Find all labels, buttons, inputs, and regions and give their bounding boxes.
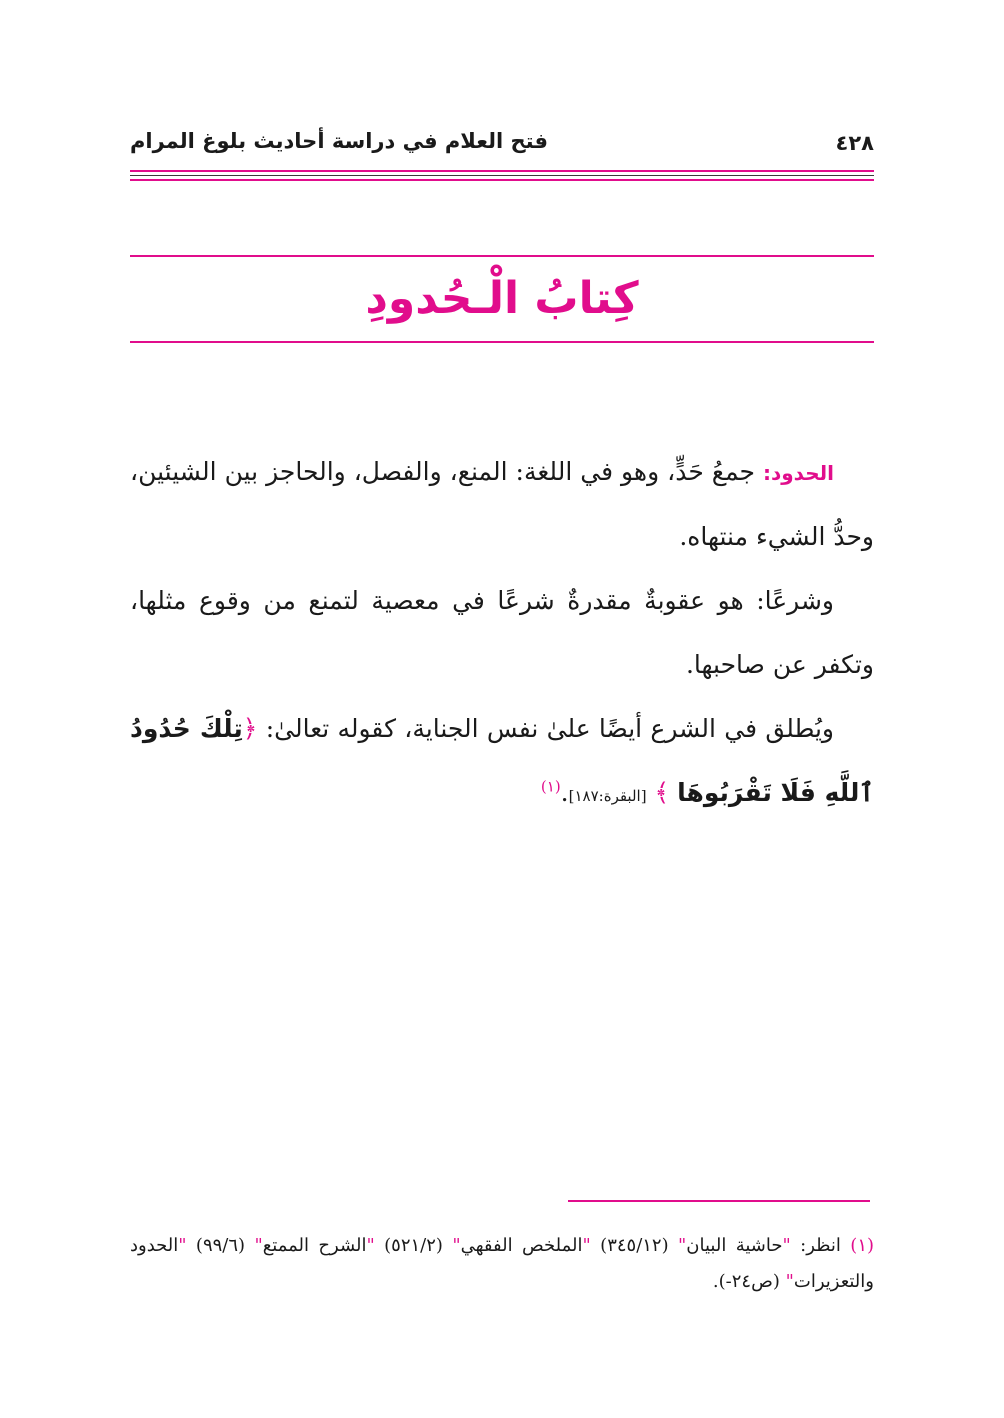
footnote-lead: انظر: [800,1235,841,1256]
footnotes [130,1228,874,1300]
chapter-title-band [130,255,874,345]
footnote-location: (٥٢١/٢) [384,1235,443,1256]
paragraph-shari-meaning-text: وشرعًا: هو عقوبةٌ مقدرةٌ شرعًا في معصية لتمنع من وقوع مثلها، وتكفر عن صاحبها. [130,586,874,679]
chapter-title: كِتابُ الْـحُدودِ [365,273,639,324]
paragraph-definition-text: جمعُ حَدٍّ، وهو في اللغة: المنع، والفصل، والحاجز بين الشيئين، وحدُّ الشيء منتهاه. [130,457,874,551]
footnote-separator [568,1200,870,1202]
book-title: فتح العلام في دراسة أحاديث بلوغ المرام [130,129,548,153]
quran-verse: تِلْكَ حُدُودُ ٱللَّهِ فَلَا تَقْرَبُوهَا [130,714,874,807]
page-number: ٤٢٨ [835,131,874,155]
quote-mark: " [785,1271,794,1292]
quran-bracket-open: ﴿ [242,714,258,743]
quote-mark: " [452,1235,461,1256]
paragraph-quran-usage [130,697,874,828]
body-text [130,440,874,828]
footnote-item [130,1228,874,1300]
footnote-source: الملخص الفقهي [460,1235,583,1256]
header-rule-bottom [130,179,874,181]
quote-mark: " [678,1235,687,1256]
paragraph-quran-usage-text: ويُطلق في الشرع أيضًا علىٰ نفس الجناية، كقوله تعالىٰ: [265,714,835,743]
quote-mark: " [582,1235,591,1256]
footnote-location: (ص٢٤-). [712,1271,780,1292]
footnote-source: الحدود والتعزيرات [130,1235,874,1292]
footnote-source: الشرح الممتع [262,1235,367,1256]
footnote-source: حاشية البيان [686,1235,783,1256]
term-hudud: الحدود: [762,461,835,485]
running-header [130,125,874,167]
quote-mark: " [782,1235,791,1256]
quran-bracket-close: ﴾ [654,778,670,807]
title-band-top-line [130,255,874,257]
paragraph-definition [130,440,874,569]
header-rule-top [130,170,874,172]
sentence-end: . [560,778,569,807]
verse-reference: [البقرة:١٨٧] [568,787,647,805]
paragraph-shari-meaning [130,569,874,697]
header-rule-middle [130,175,874,176]
footnote-number: (١) [850,1235,875,1256]
footnote-location: (٩٩/٦) [195,1235,246,1256]
quote-mark: " [254,1235,263,1256]
footnote-location: (٣٤٥/١٢) [600,1235,669,1256]
quote-mark: " [178,1235,187,1256]
footnote-marker[interactable]: (١) [540,777,561,796]
quote-mark: " [366,1235,375,1256]
title-band-bottom-line [130,341,874,343]
